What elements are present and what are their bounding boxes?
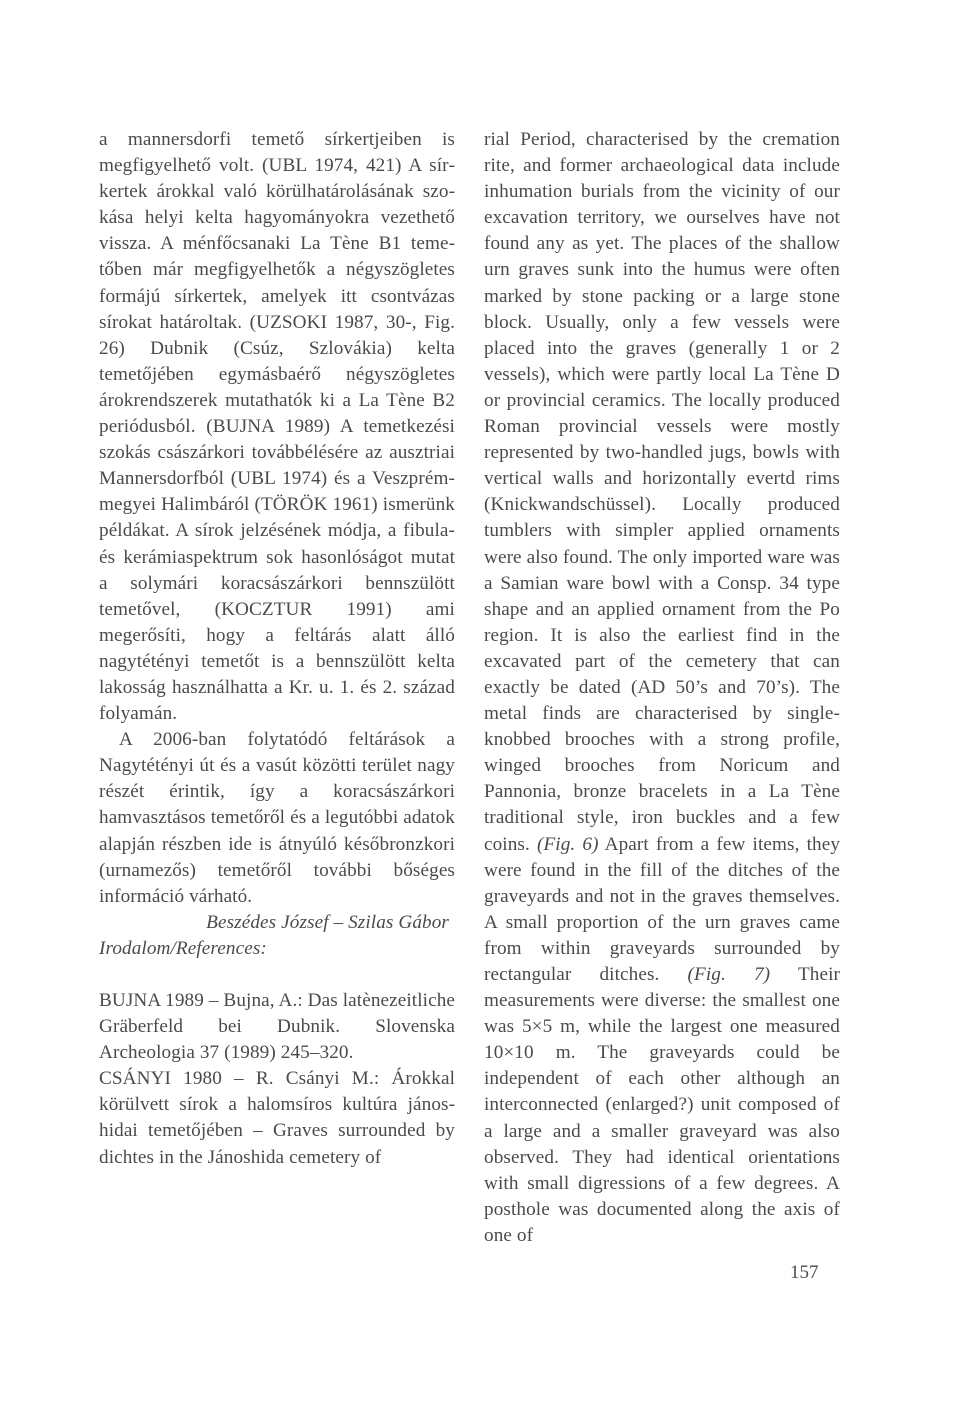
figure-reference: (Fig. 6) [537,833,599,855]
references-heading: Irodalom/References: [99,937,267,959]
reference-item: BUJNA 1989 – Bujna, A.: Das latènezeitliche Gräberfeld bei Dubnik. Slovenska Archeologia 37 (1989) 245–320. [99,990,456,1064]
references-list [99,988,455,1171]
right-text-1: rial Period, characterised by the cremation rite, and former archaeological data include inhumation burials from the vicinity of our excavation territory, we ourselves have not found any as yet. The places of the shallow urn graves sunk into the humus were often marked by stone packing or a large stone block. Usually, only a few vessels were placed into the graves (generally 1 or 2 vessels), which were partly local La Tène D or provincial ceramics. The locally produced Roman provincial vessels were mostly represented by two-handled jugs, bowls with vertical walls and horizontally evertd rims (Knickwandschüssel). Locally produced tumblers with simpler applied ornaments were also found. The only imported ware was a Samian ware bowl with a Consp. 34 type shape and an applied ornament from the Po region. It is also the earliest find in the excavated part of the cemetery that can exactly be dated (AD 50’s and 70’s). The metal finds are characterised by single-knobbed brooches with a strong profile, winged brooches from Noricum and Pannonia, bronze bracelets in a La Tène traditional style, iron buckles and a few coins. [484,129,840,855]
figure-reference: (Fig. 7) [687,964,771,985]
author-signature: Beszédes József – Szilas Gábor [206,911,449,933]
left-paragraph-1: a mannersdorfi temető sírkertjeiben is megfigyelhető volt. (UBL 1974, 421) A sírkertek árokkal való körülhatárolásának szokása helyi kelta hagyományokra vezethető vissza. A ménfőcsanaki La Tène B1 temetőben már megfigyelhetők a négyszögletes formájú sírkertek, amelyek itt csontvázas sírokat határoltak. (UZSOKI 1987, 30-, Fig. 26) Dubnik (Csúz, Szlovákia) kelta temetőjében egymásbaérő négyszögletes árokrendszerek mutathatók ki a La Tène B2 periódusból. (BUJNA 1989) A temetkezési szokás császárkori továbbélésére az ausztriai Mannersdorfból (UBL 1974) és a Veszprém-megyei Halimbáról (TÖRÖK 1961) ismerünk példákat. A sírok jelzésének módja, a fibula- és kerámiaspektrum sok hasonlóságot mutat a solymári koracsászárkori bennszülött temetővel, (KOCZTUR 1991) ami megerősíti, hogy a feltárás alatt álló nagytétényi temetőt is a bennszülött kelta lakosság használhatta a Kr. u. 1. és 2. század folyamán. [99,129,455,725]
left-paragraph-2: A 2006-ban folytatódó feltárások a Nagytétényi út és a vasút közötti terület nagy részét érintik, így a koracsászárkori hamvasztásos temetőről és a legutóbbi adatok alapján részben ide is átnyúló későbronzkori (urnamezős) temetőről további bőséges információ várható. [99,729,455,907]
right-text-3: Their measurements were diverse: the smallest one was 5×5 m, while the largest one measured 10×10 m. The graveyards could be independent of each other although an interconnected (enlarged?) unit composed of a large and a smaller graveyard was also observed. They had identical orientations with small digressions of a few degrees. A posthole was documented along the axis of one of [484,964,840,1246]
right-column [484,127,840,1249]
left-column [99,127,455,1171]
right-paragraph [484,127,840,1249]
reference-item: CSÁNYI 1980 – R. Csányi M.: Árokkal körülvett sírok a halomsíros kultúra jánoshidai temetőjében – Graves surrounded by dichtes in the Jánoshida cemetery of [99,1068,455,1168]
page-number: 157 [790,1262,819,1283]
right-text-2: Apart from a few items, they were found in the fill of the ditches of the graveyards and not in the graves themselves. A small proportion of the urn graves came from within graveyards surrounded by rectangular ditches. [484,833,841,985]
